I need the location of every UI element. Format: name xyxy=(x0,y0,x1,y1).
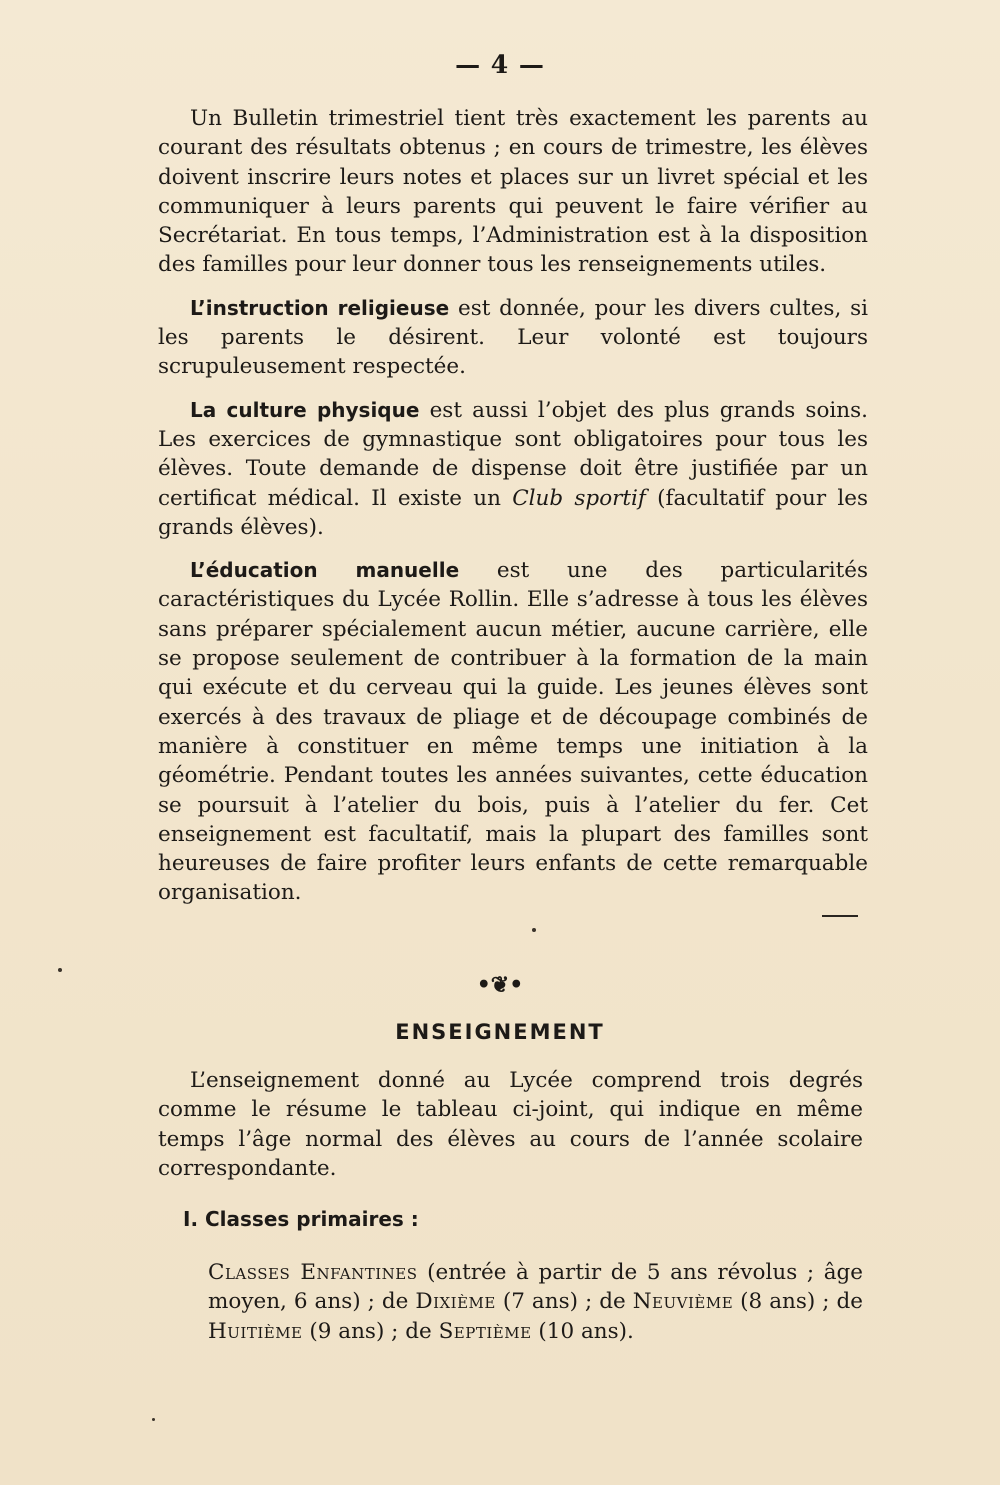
text-culture-physique-a: est aussi l’objet des plus grands soins. Les exercices de gymnastique sont obligatoires pour tous les élèves. Toute demande de dispense doit être justifiée par un certificat médical. Il existe un xyxy=(158,397,869,511)
text-education-manuelle: est une des particularités caractéristiques du Lycée Rollin. Elle s’adresse à tous les élèves sans préparer spécialement aucun métier, aucune carrière, elle se propose seulement de contribuer à la formation de la main qui exécute et du cerveau qui la guide. Les jeunes élèves sont exercés à des travaux de pliage et de découpage combinés de manière à constituer en même temps une initiation à la géométrie. Pendant toutes les années suivantes, cette éducation se poursuit à l’atelier du bois, puis à l’atelier du fer. Cet enseignement est facultatif, mais la plupart des familles sont heureuses de faire profiter leurs enfants de cette remarquable organisation. xyxy=(158,558,868,906)
subheading-classes-primaires: I. Classes primaires : xyxy=(183,1207,419,1231)
paragraph-bulletin: Un Bulletin trimestriel tient très exactement les parents au courant des résultats obtenus ; en cours de trimestre, les élèves doivent inscrire leurs notes et places sur un livret spécial et les communiquer à leurs parents qui peuvent le faire vérifier au Secrétariat. En tous temps, l’Administration est à la disposition des familles pour leur donner tous les renseignements utiles. xyxy=(158,106,868,278)
class-neuvieme: Neuvième xyxy=(632,1289,734,1315)
classes-list xyxy=(208,1258,863,1346)
paper-speck xyxy=(152,1418,155,1421)
paragraph-classes-primaires xyxy=(208,1258,863,1346)
body-text xyxy=(158,104,868,922)
paper-speck xyxy=(58,968,62,972)
class-text-1: (entrée à partir de 5 ans révolus ; âge moyen, 6 ans) ; de xyxy=(208,1260,863,1315)
page-number: — 4 — xyxy=(455,50,545,79)
class-text-4: (9 ans) ; de xyxy=(302,1318,439,1344)
class-text-2: (7 ans) ; de xyxy=(495,1289,633,1315)
class-huitieme: Huitième xyxy=(208,1318,303,1344)
paper-speck xyxy=(532,928,536,932)
class-text-3: (8 ans) ; de xyxy=(733,1289,863,1315)
class-text-5: (10 ans). xyxy=(531,1318,634,1344)
paragraph-culture-physique xyxy=(158,396,868,542)
class-septieme: Septième xyxy=(438,1318,532,1344)
club-sportif: Club sportif xyxy=(512,485,646,511)
underline-mark xyxy=(822,915,858,917)
lead-instruction-religieuse: L’instruction religieuse xyxy=(190,295,450,320)
paragraph-enseignement: L’enseignement donné au Lycée comprend trois degrés comme le résume le tableau ci-joint, qui indique en même temps l’âge normal des élèves au cours de l’année scolaire correspondante. xyxy=(158,1068,863,1181)
text-culture-physique-b: (facultatif pour les grands élèves). xyxy=(158,485,869,540)
paragraph-education-manuelle xyxy=(158,556,868,908)
section-title: ENSEIGNEMENT xyxy=(395,1020,605,1044)
text-instruction-religieuse: est donnée, pour les divers cultes, si les parents le désirent. Leur volonté est toujours scrupuleusement respectée. xyxy=(158,295,869,380)
ornament-divider: •❦• xyxy=(476,972,524,998)
lead-education-manuelle: L’éducation manuelle xyxy=(190,558,460,583)
paragraph-instruction-religieuse xyxy=(158,294,868,382)
section-intro xyxy=(158,1066,863,1183)
class-enfantines: Classes Enfantines xyxy=(208,1260,418,1285)
class-dixieme: Dixième xyxy=(415,1289,496,1315)
lead-culture-physique: La culture physique xyxy=(190,397,420,422)
